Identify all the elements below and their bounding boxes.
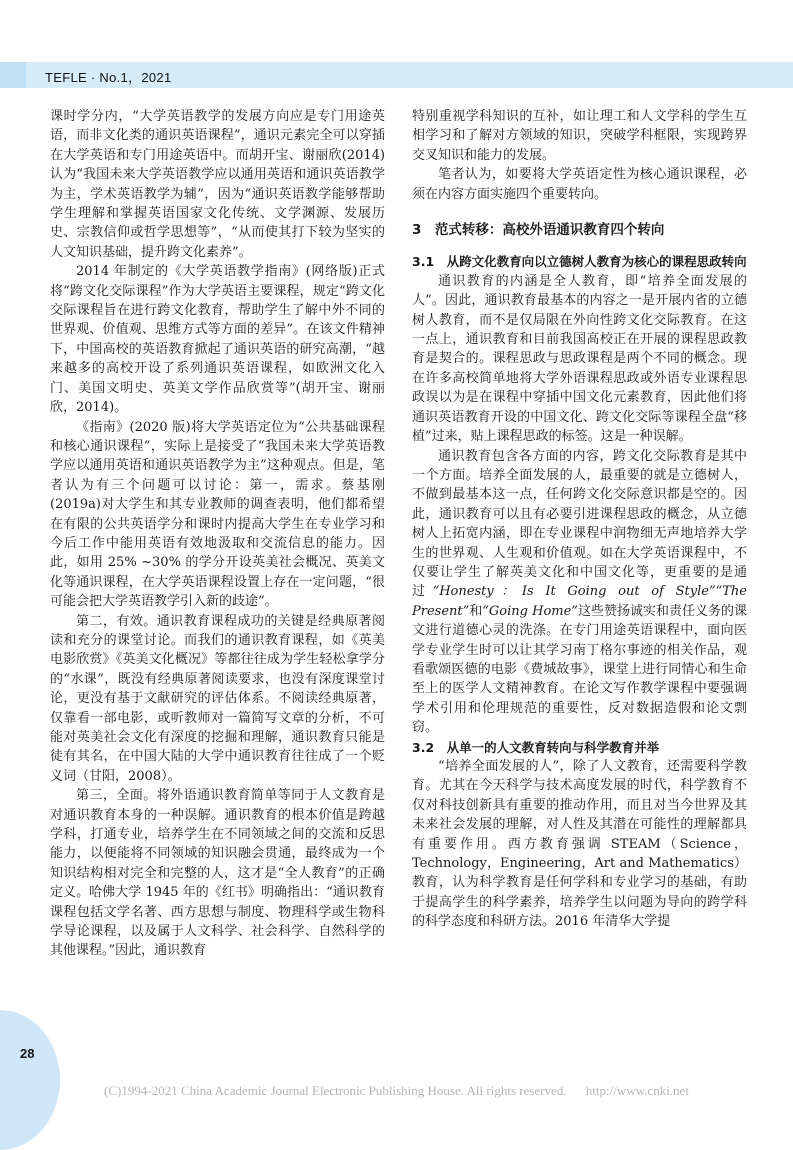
italic-title: “Going Home” (482, 603, 578, 619)
left-paragraph: 第二，有效。通识教育课程成功的关键是经典原著阅读和充分的课堂讨论。而我们的通识教育课程，如《英美电影欣赏》《英美文化概况》等都往往成为学生轻松拿学分的“水课”，既没有经典原著阅读要求，也没有深度课堂讨论，更没有基于文献研究的评估体系。不阅读经典原著，仅靠看一部电影，或听教师对一篇简写文章的分析，不可能对英美社会文化有深度的挖掘和理解，通识教育只能是徒有其名，在中国大陆的大学中通识教育往往成了一个贬义词（甘阳，2008）。 (50, 613, 385, 784)
left-paragraph: 2014 年制定的《大学英语教学指南》(网络版)正式将“跨文化交际课程”作为大学英语主要课程，规定“跨文化交际课程旨在进行跨文化教育，帮助学生了解中外不同的世界观、价值观、思维方式等方面的差异”。在该文件精神下，中国高校的英语教育掀起了通识英语的研究高潮，“越来越多的高校开设了系列通识英语课程，如欧洲文化入门、美国文明史、英美文学作品欣赏等”(胡开宝、谢丽欣，2014)。 (50, 264, 385, 416)
right-column (412, 107, 747, 932)
header-accent (0, 62, 26, 88)
footer-url: http://www.cnki.net (585, 1083, 689, 1098)
italic-title: “Honesty：Is It Going out of Style” (432, 584, 716, 600)
text-span: 通识教育包含各方面的内容，跨文化交际教育是其中一个方面。培养全面发展的人，最重要的就是立德树人，不做到最基本这一点，任何跨文化交际意识都是空的。因此，通识教育可以且有必要引进课程思政的概念，从立德树人上拓宽内涵，即在专业课程中润物细无声地培养大学生的世界观、人生观和价值观。如在大学英语课程中，不仅要让学生了解英美文化和中国文化等，更重要的是通过 (412, 448, 747, 600)
right-paragraph: 通识教育的内涵是全人教育，即“培养全面发展的人”。因此，通识教育最基本的内容之一是开展内省的立德树人教育，而不是仅局限在外向性跨文化交际教育。在这一点上，通识教育和目前我国高校正在开展的课程思政教育是契合的。课程思政与思政课程是两个不同的概念。现在许多高校简单地将大学外语课程思政或外语专业课程思政误以为是在课程中穿插中国文化元素教育，因此他们将通识英语教育开设的中国文化、跨文化交际等课程全盘“移植”过来，贴上课程思政的标签。这是一种误解。 (412, 273, 747, 445)
text-span: 这些赞扬诚实和责任义务的课文进行道德心灵的洗涤。在专门用途英语课程中，面向医学专业学生时可以让其学习南丁格尔事迹的相关作品，观看歌颂医德的电影《费城故事》，课堂上进行同情心和生命至上的医学人文精神教育。在论文写作教学课程中要强调学术引用和伦理规范的重要性，反对数据造假和论文剽窃。 (412, 603, 747, 736)
copyright-notice: (C)1994-2021 China Academic Journal Electronic Publishing House. All rights reserved. (104, 1083, 567, 1098)
left-paragraph: 第三，全面。将外语通识教育简单等同于人文教育是对通识教育本身的一种误解。通识教育的根本价值是跨越学科，打通专业，培养学生在不同领域之间的交流和反思能力，以便能将不同领域的知识融会贯通，最终成为一个知识结构相对完全和完整的人，这才是“全人教育”的正确定义。哈佛大学 1945 年的《红书》明确指出：“通识教育课程包括文学名著、西方思想与制度、物理科学或生物科学导论课程，以及属于人文科学、社会科学、自然科学的其他课程。”因此，通识教育 (50, 788, 385, 959)
left-paragraph: 课时学分内，“大学英语教学的发展方向应是专门用途英语，而非文化类的通识英语课程”，通识元素完全可以穿插在大学英语和专门用途英语中。而胡开宝、谢丽欣(2014)认为“我国未来大学英语教学应以通用英语和通识英语教学为主，学术英语教学为辅”，因为“通识英语教学能够帮助学生理解和掌握英语国家文化传统、文学渊源、发展历史、宗教信仰或哲学思想等”，“从而使其打下较为坚实的人文知识基础，提升跨文化素养”。 (50, 109, 385, 260)
text-span: 和 (469, 603, 483, 619)
italic-title: “The Present” (412, 584, 747, 619)
left-paragraph: 《指南》(2020 版)将大学英语定位为“公共基础课程和核心通识课程”，实际上是接受了“我国未来大学英语教学应以通用英语和通识英语教学为主”这种观点。但是，笔者认为有三个问题可以讨论：第一，需求。蔡基刚(2019a)对大学生和其专业教师的调查表明，他们都希望在有限的公共英语学分和课时内提高大学生在专业学习和今后工作中能用英语有效地汲取和交流信息的能力。因此，如用 25% ~30% 的学分开设英美社会概况、英美文化等通识课程，在大学英语课程设置上存在一定问题，“很可能会把大学英语教学引入新的歧途”。 (50, 419, 385, 610)
footer (0, 1083, 793, 1099)
right-paragraph: 笔者认为，如要将大学英语定性为核心通识课程，必须在内容方面实施四个重要转向。 (412, 167, 747, 202)
right-paragraph: “培养全面发展的人”，除了人文教育，还需要科学教育。尤其在今天科学与技术高度发展的时代，科学教育不仅对科技创新具有重要的推动作用，而且对当今世界及其未来社会发展的理解，对人性及其潜在可能性的理解都具有重要作用。西方教育强调 STEAM（Science，Technology，Engineering，Art and Mathematics）教育，认为科学教育是任何学科和专业学习的基础，有助于提高学生的科学素养，培养学生以问题为导向的跨学科的科学态度和科研方法。2016 年清华大学提 (412, 759, 747, 930)
left-column (50, 107, 385, 961)
journal-header: TEFLE · No.1，2021 (45, 70, 172, 85)
section-3-heading: 3 范式转移：高校外语通识教育四个转向 (412, 222, 665, 239)
section-3-1-heading: 3.1 从跨文化教育向以立德树人教育为核心的课程思政转向 (412, 254, 747, 270)
page-corner-decoration (0, 1010, 60, 1150)
section-3-2-heading: 3.2 从单一的人文教育转向与科学教育并举 (412, 739, 660, 755)
right-paragraph (412, 447, 747, 738)
page-number: 28 (20, 1046, 35, 1061)
right-paragraph: 特别重视学科知识的互补，如让理工和人文学科的学生互相学习和了解对方领域的知识，突破学科框限，实现跨界交叉知识和能力的发展。 (412, 109, 747, 163)
